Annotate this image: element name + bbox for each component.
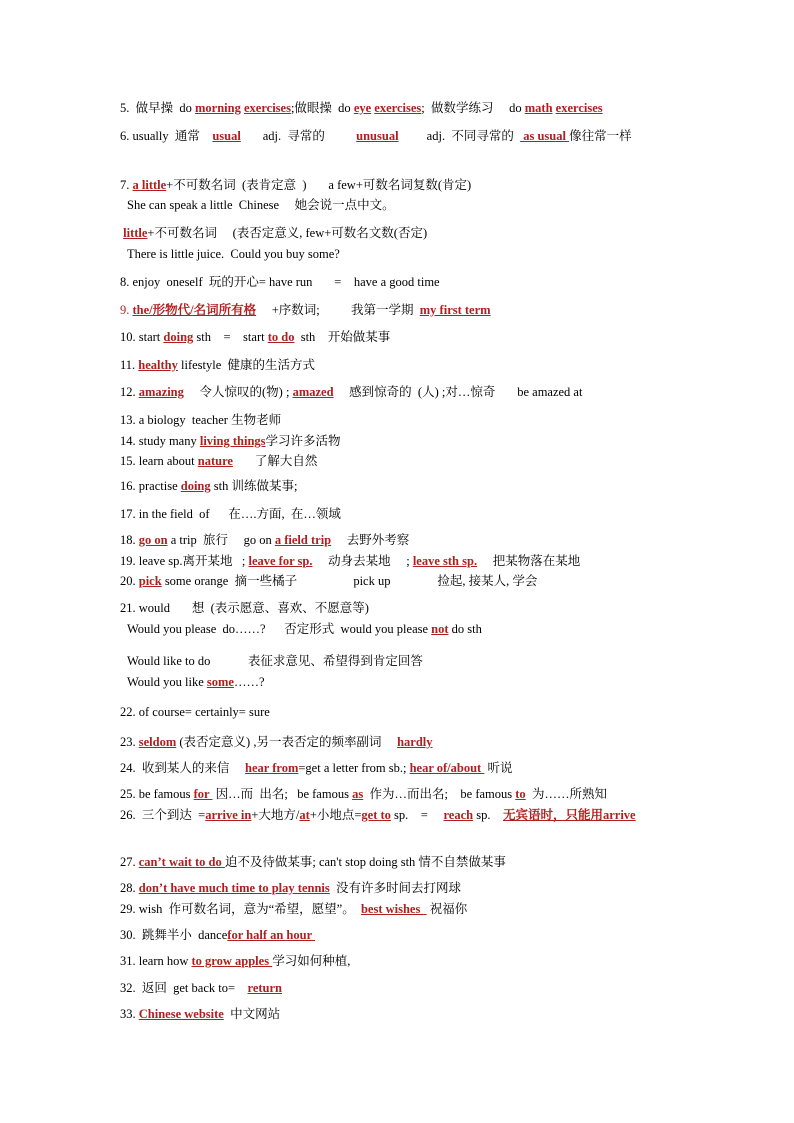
note-line [120, 1005, 280, 1023]
highlight-answer: return [247, 981, 283, 995]
highlight-answer: hear from [245, 761, 299, 775]
line-text: 了解大自然 [232, 454, 318, 468]
highlight-answer: leave sth sp. [412, 554, 478, 568]
line-text: 15. learn about [120, 454, 198, 468]
line-text: 20. [120, 574, 139, 588]
line-text: ;做眼操 do [290, 101, 354, 115]
line-text: 27. [120, 855, 139, 869]
line-text: There is little juice. Could you buy some? [127, 247, 340, 261]
note-line [120, 505, 341, 523]
line-text: 6. usually 通常 [120, 129, 213, 143]
note-line [120, 853, 506, 871]
line-text: +大地方/ [251, 808, 300, 822]
line-text: 迫不及待做某事; can't stop doing sth 情不自禁做某事 [224, 855, 506, 869]
line-text: +不可数名词 (表否定意义, few+可数名文数(否定) [147, 226, 428, 240]
line-text: adj. 寻常的 [240, 129, 357, 143]
highlight-answer: doing [163, 330, 194, 344]
line-text: lifestyle 健康的生活方式 [177, 358, 316, 372]
highlight-answer: as [352, 787, 364, 801]
note-line [120, 452, 317, 470]
line-text: 学习许多活物 [265, 434, 341, 448]
line-text: sth = start [193, 330, 268, 344]
note-line [120, 328, 390, 346]
line-text: 去野外考察 [331, 533, 410, 547]
note-line [120, 900, 467, 918]
line-text: 19. leave sp.离开某地 ; [120, 554, 249, 568]
highlight-answer: some [206, 675, 234, 689]
highlight-answer: to do [267, 330, 295, 344]
highlight-answer: get to [361, 808, 391, 822]
highlight-answer: usual [212, 129, 241, 143]
line-text: 17. in the field of 在….方面, 在…领域 [120, 507, 341, 521]
highlight-answer: to [515, 787, 526, 801]
note-line [120, 759, 512, 777]
line-text: +不可数名词 (表肯定意 ) a few+可数名词复数(肯定) [166, 178, 472, 192]
note-line [120, 785, 607, 803]
highlight-answer: reach [443, 808, 474, 822]
line-text: 为……所熟知 [525, 787, 607, 801]
highlight-answer: for half an hour [227, 928, 316, 942]
highlight-answer: a field trip [274, 533, 332, 547]
line-text: 中文网站 [223, 1007, 281, 1021]
line-text: 把某物落在某地 [477, 554, 581, 568]
line-text: 像往常一样 [569, 129, 632, 143]
line-text: 没有许多时间去打网球 [329, 881, 461, 895]
line-text: 祝福你 [426, 902, 468, 916]
highlight-answer: arrive in [205, 808, 252, 822]
line-text: Would like to do 表征求意见、希望得到肯定回答 [127, 654, 423, 668]
highlight-answer: don’t have much time to play tennis [138, 881, 330, 895]
note-line [120, 127, 676, 145]
line-text: 感到惊奇的 (人) ;对…惊奇 be amazed at [333, 385, 583, 399]
line-text: 动身去某地 ; [312, 554, 413, 568]
line-text: 11. [120, 358, 139, 372]
highlight-answer: morning [195, 101, 241, 115]
highlight-answer: hardly [397, 735, 433, 749]
line-text: 因…而 出名; be famous [212, 787, 353, 801]
note-line [120, 356, 315, 374]
line-text: 31. learn how [120, 954, 192, 968]
line-text: 32. 返回 get back to= [120, 981, 248, 995]
note-line [120, 383, 582, 401]
highlight-answer: little [123, 226, 148, 240]
line-text: 25. be famous [120, 787, 194, 801]
note-line [127, 620, 482, 638]
highlight-answer: for [193, 787, 213, 801]
highlight-answer: as usual [520, 129, 570, 143]
highlight-answer: exercises [555, 101, 603, 115]
highlight-answer: 无宾语时，只能用arrive [502, 808, 636, 822]
note-line [127, 652, 423, 670]
line-text: sth 开始做某事 [294, 330, 391, 344]
line-text: 23. [120, 735, 139, 749]
note-line [120, 273, 440, 291]
line-text: 30. 跳舞半小 dance [120, 928, 228, 942]
line-text: 33. [120, 1007, 139, 1021]
highlight-answer: seldom [138, 735, 177, 749]
line-text: 26. 三个到达 = [120, 808, 206, 822]
note-line [120, 176, 471, 194]
line-text: 14. study many [120, 434, 200, 448]
highlight-answer: doing [180, 479, 211, 493]
note-line [120, 572, 537, 590]
line-text: 10. start [120, 330, 164, 344]
note-line [120, 926, 315, 944]
note-line [127, 196, 395, 214]
highlight-answer: 9. [120, 303, 133, 317]
highlight-answer: the/形物代/名词所有格 [132, 303, 257, 317]
line-text: ……? [233, 675, 265, 689]
line-text: She can speak a little Chinese 她会说一点中文。 [127, 198, 395, 212]
line-text: sp. [473, 808, 503, 822]
line-text: +小地点= [309, 808, 362, 822]
note-line [120, 432, 341, 450]
highlight-answer: living things [199, 434, 266, 448]
line-text: Would you like [127, 675, 207, 689]
highlight-answer: eye [353, 101, 372, 115]
note-line [120, 952, 350, 970]
line-text: some orange 摘一些橘子 pick up 捡起, 接某人, 学会 [161, 574, 538, 588]
line-text: 16. practise [120, 479, 181, 493]
note-line [120, 979, 282, 997]
line-text: +序数词; 我第一学期 [256, 303, 420, 317]
line-text: 令人惊叹的(物) ; [183, 385, 293, 399]
highlight-answer: exercises [374, 101, 422, 115]
line-text: adj. 不同寻常的 [398, 129, 521, 143]
note-line [127, 673, 265, 691]
highlight-answer: can’t wait to do [138, 855, 225, 869]
line-text: 22. of course= certainly= sure [120, 705, 270, 719]
note-line [120, 411, 281, 429]
line-text: 28. [120, 881, 139, 895]
line-text: 24. 收到某人的来信 [120, 761, 246, 775]
highlight-answer: best wishes [360, 902, 427, 916]
highlight-answer: hear of/about [409, 761, 485, 775]
note-line [120, 224, 427, 242]
line-text: 8. enjoy oneself 玩的开心= have run = have a good time [120, 275, 440, 289]
line-text: 13. a biology teacher 生物老师 [120, 413, 282, 427]
line-text: a trip 旅行 go on [167, 533, 275, 547]
line-text: 听说 [484, 761, 513, 775]
line-text: Would you please do……? 否定形式 would you please [127, 622, 432, 636]
highlight-answer: go on [138, 533, 168, 547]
highlight-answer: amazing [138, 385, 184, 399]
line-text: do sth [448, 622, 482, 636]
highlight-answer: leave for sp. [248, 554, 313, 568]
highlight-answer: not [431, 622, 449, 636]
highlight-answer: amazed [292, 385, 334, 399]
note-line [120, 552, 580, 570]
highlight-answer: unusual [356, 129, 399, 143]
highlight-answer: my first term [419, 303, 491, 317]
note-line [120, 599, 369, 617]
note-line [120, 733, 433, 751]
line-text: (表否定意义) ,另一表否定的频率副词 [176, 735, 398, 749]
note-line [120, 703, 270, 721]
line-text: 21. would 想 (表示愿意、喜欢、不愿意等) [120, 601, 369, 615]
highlight-answer: to grow apples [191, 954, 273, 968]
highlight-answer: Chinese website [138, 1007, 224, 1021]
highlight-answer: pick [138, 574, 162, 588]
note-line [120, 879, 461, 897]
highlight-answer: at [299, 808, 310, 822]
line-text: 7. [120, 178, 133, 192]
note-line [120, 99, 603, 117]
note-line [120, 477, 297, 495]
line-text: =get a letter from sb.; [298, 761, 410, 775]
line-text: 29. wish 作可数名词，意为“希望，愿望”。 [120, 902, 361, 916]
highlight-answer: math [524, 101, 553, 115]
line-text: 5. 做早操 do [120, 101, 196, 115]
highlight-answer: nature [197, 454, 233, 468]
note-line [120, 806, 676, 824]
line-text: 学习如何种植, [272, 954, 351, 968]
highlight-answer: a little [132, 178, 167, 192]
line-text: 12. [120, 385, 139, 399]
line-text: 作为…而出名; be famous [363, 787, 516, 801]
line-text: sp. = [390, 808, 444, 822]
line-text: ; 做数学练习 do [421, 101, 525, 115]
line-text: sth 训练做某事; [210, 479, 298, 493]
highlight-answer: exercises [243, 101, 291, 115]
highlight-answer: healthy [138, 358, 178, 372]
note-line [120, 301, 491, 319]
line-text: 18. [120, 533, 139, 547]
note-line [120, 531, 409, 549]
note-line [127, 245, 340, 263]
